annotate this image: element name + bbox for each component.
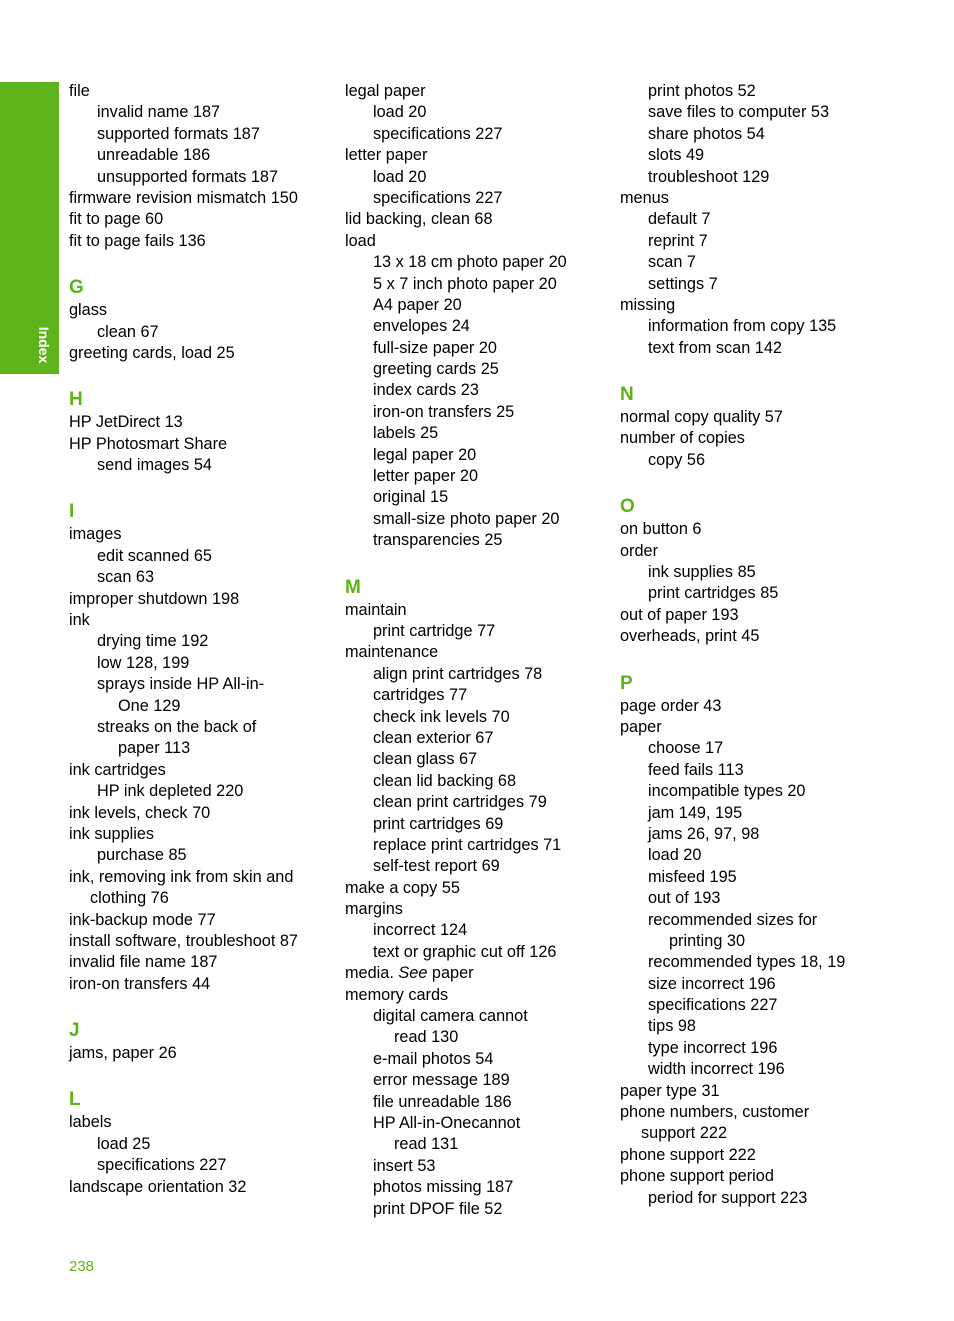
index-subentry: settings 7 [648, 274, 718, 293]
index-entry: jams, paper 26 [69, 1044, 177, 1063]
index-entry: greeting cards, load 25 [69, 343, 235, 362]
index-subentry: specifications 227 [373, 124, 503, 143]
index-subentry: copy 56 [648, 450, 706, 469]
index-subentry: photos missing 187 [373, 1178, 514, 1197]
index-letter-heading: I [69, 501, 75, 523]
index-subentry: load 25 [97, 1134, 151, 1153]
index-entry: ink, removing ink from skin and [69, 867, 294, 886]
index-subentry: load 20 [373, 167, 427, 186]
index-entry: maintenance [345, 643, 439, 662]
section-spacer [69, 252, 334, 276]
index-entry: order [620, 541, 659, 560]
index-entry-text: paper [427, 964, 474, 983]
index-subentry: digital camera cannot [373, 1007, 528, 1026]
index-column-1 [69, 81, 334, 1198]
see-reference: See [398, 964, 428, 983]
index-entry: normal copy quality 57 [620, 408, 783, 427]
index-subentry: save files to computer 53 [648, 103, 829, 122]
index-subentry: check ink levels 70 [373, 707, 510, 726]
section-spacer [345, 552, 605, 576]
index-entry: legal paper [345, 82, 426, 100]
index-entry: install software, troubleshoot 87 [69, 931, 298, 950]
index-subentry: purchase 85 [97, 846, 187, 865]
index-subentry: share photos 54 [648, 124, 765, 143]
index-subentry: iron-on transfers 25 [373, 402, 515, 421]
section-spacer [69, 476, 334, 500]
index-subentry: text from scan 142 [648, 338, 782, 357]
index-subentry: size incorrect 196 [648, 974, 776, 993]
index-subentry: information from copy 135 [648, 317, 837, 336]
index-entry: ink-backup mode 77 [69, 910, 216, 929]
index-entry-continuation: clothing 76 [90, 889, 169, 908]
index-subentry: load 20 [373, 103, 427, 122]
index-side-tab-label: Index [36, 326, 52, 364]
index-entry: phone support 222 [620, 1145, 756, 1164]
index-subentry: e-mail photos 54 [373, 1049, 494, 1068]
index-entry: page order 43 [620, 696, 722, 715]
index-entry: glass [69, 301, 108, 320]
index-subentry: unreadable 186 [97, 146, 211, 165]
index-entry-text: media. [345, 964, 399, 983]
index-subentry: HP ink depleted 220 [97, 782, 244, 801]
index-subentry: default 7 [648, 210, 711, 229]
index-subentry: type incorrect 196 [648, 1038, 778, 1057]
index-entry: phone numbers, customer [620, 1103, 810, 1122]
index-subentry: edit scanned 65 [97, 546, 212, 565]
index-subentry-continuation: paper 113 [118, 739, 191, 758]
index-subentry: streaks on the back of [97, 717, 257, 736]
index-subentry: supported formats 187 [97, 124, 260, 143]
index-entry: ink supplies [69, 824, 155, 843]
index-entry: lid backing, clean 68 [345, 210, 493, 229]
index-subentry: original 15 [373, 488, 449, 507]
index-subentry: recommended types 18, 19 [648, 953, 846, 972]
index-subentry: print cartridges 69 [373, 814, 504, 833]
index-subentry: HP All-in-Onecannot [373, 1113, 521, 1132]
index-subentry: legal paper 20 [373, 445, 477, 464]
index-subentry: clean glass 67 [373, 750, 478, 769]
index-entry: missing [620, 295, 676, 314]
index-subentry: replace print cartridges 71 [373, 835, 562, 854]
index-subentry: period for support 223 [648, 1188, 808, 1207]
section-spacer [69, 364, 334, 388]
index-subentry: small-size photo paper 20 [373, 509, 560, 528]
index-entry: load [345, 231, 376, 250]
index-subentry: load 20 [648, 846, 702, 865]
index-subentry: reprint 7 [648, 231, 708, 250]
index-subentry: file unreadable 186 [373, 1092, 512, 1111]
index-subentry: choose 17 [648, 739, 724, 758]
index-entry: memory cards [345, 985, 449, 1004]
index-subentry: misfeed 195 [648, 867, 737, 886]
index-entry: firmware revision mismatch 150 [69, 188, 298, 207]
index-entry: invalid file name 187 [69, 953, 218, 972]
index-letter-heading: J [69, 1020, 80, 1042]
index-subentry: print cartridge 77 [373, 621, 496, 640]
index-subentry: self-test report 69 [373, 857, 500, 876]
index-entry: fit to page 60 [69, 210, 164, 229]
index-letter-heading: G [69, 277, 84, 299]
index-entry: ink levels, check 70 [69, 803, 211, 822]
index-entry: margins [345, 900, 403, 919]
index-entry: iron-on transfers 44 [69, 974, 211, 993]
index-subentry: unsupported formats 187 [97, 167, 279, 186]
index-entry: number of copies [620, 429, 745, 448]
index-subentry: incompatible types 20 [648, 782, 806, 801]
index-column-2 [345, 81, 605, 1220]
index-subentry: labels 25 [373, 424, 439, 443]
index-subentry: low 128, 199 [97, 653, 190, 672]
index-letter-heading: P [620, 672, 633, 694]
index-subentry: error message 189 [373, 1071, 510, 1090]
index-subentry: specifications 227 [648, 996, 778, 1015]
index-entry: paper [620, 717, 662, 736]
index-letter-heading: H [69, 389, 83, 411]
index-subentry: align print cartridges 78 [373, 664, 543, 683]
section-spacer [620, 648, 920, 672]
index-entry: on button 6 [620, 520, 702, 539]
index-entry: HP Photosmart Share [69, 434, 228, 453]
index-subentry: jam 149, 195 [648, 803, 743, 822]
index-letter-heading: L [69, 1089, 81, 1111]
index-entry: HP JetDirect 13 [69, 413, 183, 432]
index-entry: menus [620, 188, 669, 207]
index-entry: out of paper 193 [620, 605, 739, 624]
index-subentry-continuation: One 129 [118, 696, 181, 715]
index-entry: letter paper [345, 146, 428, 165]
page-number: 238 [69, 1258, 95, 1275]
index-subentry: send images 54 [97, 456, 212, 475]
section-spacer [69, 1064, 334, 1088]
index-subentry: sprays inside HP All-in- [97, 675, 265, 694]
index-subentry-continuation: printing 30 [669, 931, 746, 950]
index-subentry-continuation: read 130 [394, 1028, 459, 1047]
index-subentry: A4 paper 20 [373, 295, 462, 314]
index-entry: fit to page fails 136 [69, 231, 206, 250]
index-subentry: feed fails 113 [648, 760, 744, 779]
index-entry: ink cartridges [69, 760, 166, 779]
index-subentry: jams 26, 97, 98 [648, 824, 760, 843]
index-subentry: letter paper 20 [373, 467, 478, 486]
index-entry: images [69, 525, 122, 544]
index-entry: overheads, print 45 [620, 627, 760, 646]
index-subentry: out of 193 [648, 889, 721, 908]
index-subentry-continuation: read 131 [394, 1135, 459, 1154]
index-subentry: print photos 52 [648, 82, 756, 100]
index-column-3 [620, 81, 920, 1209]
index-entry: make a copy 55 [345, 878, 460, 897]
index-subentry: scan 63 [97, 568, 155, 587]
index-subentry: specifications 227 [373, 188, 503, 207]
index-entry: improper shutdown 198 [69, 589, 240, 608]
index-subentry: clean exterior 67 [373, 728, 494, 747]
section-spacer [620, 359, 920, 383]
section-spacer [69, 995, 334, 1019]
index-entry: landscape orientation 32 [69, 1177, 247, 1196]
index-letter-heading: N [620, 384, 634, 406]
index-subentry: slots 49 [648, 146, 705, 165]
index-subentry: troubleshoot 129 [648, 167, 770, 186]
index-subentry: text or graphic cut off 126 [373, 942, 557, 961]
index-subentry: insert 53 [373, 1156, 436, 1175]
index-subentry: drying time 192 [97, 632, 209, 651]
index-entry-continuation: support 222 [641, 1124, 727, 1143]
index-letter-heading: O [620, 496, 635, 518]
index-subentry: cartridges 77 [373, 686, 468, 705]
index-entry: labels [69, 1113, 112, 1132]
index-subentry: print cartridges 85 [648, 584, 779, 603]
index-subentry: clean 67 [97, 322, 159, 341]
index-entry: paper type 31 [620, 1081, 720, 1100]
index-subentry: full-size paper 20 [373, 338, 497, 357]
index-subentry: tips 98 [648, 1017, 696, 1036]
index-subentry: index cards 23 [373, 381, 479, 400]
index-subentry: transparencies 25 [373, 531, 503, 550]
index-subentry: ink supplies 85 [648, 563, 756, 582]
index-subentry: recommended sizes for [648, 910, 818, 929]
index-subentry: clean print cartridges 79 [373, 793, 547, 812]
index-entry: phone support period [620, 1167, 774, 1186]
index-entry [345, 963, 605, 984]
index-subentry: envelopes 24 [373, 317, 470, 336]
index-entry: file [69, 82, 90, 100]
index-subentry: invalid name 187 [97, 103, 221, 122]
index-subentry: print DPOF file 52 [373, 1199, 503, 1218]
index-subentry: specifications 227 [97, 1156, 227, 1175]
index-subentry: 13 x 18 cm photo paper 20 [373, 253, 567, 272]
index-entry: maintain [345, 600, 407, 619]
index-subentry: incorrect 124 [373, 921, 468, 940]
index-letter-heading: M [345, 576, 361, 598]
index-subentry: 5 x 7 inch photo paper 20 [373, 274, 557, 293]
section-spacer [620, 471, 920, 495]
index-subentry: clean lid backing 68 [373, 771, 517, 790]
index-entry: ink [69, 611, 90, 630]
index-subentry: greeting cards 25 [373, 360, 499, 379]
index-subentry: scan 7 [648, 253, 696, 272]
index-subentry: width incorrect 196 [648, 1060, 785, 1079]
